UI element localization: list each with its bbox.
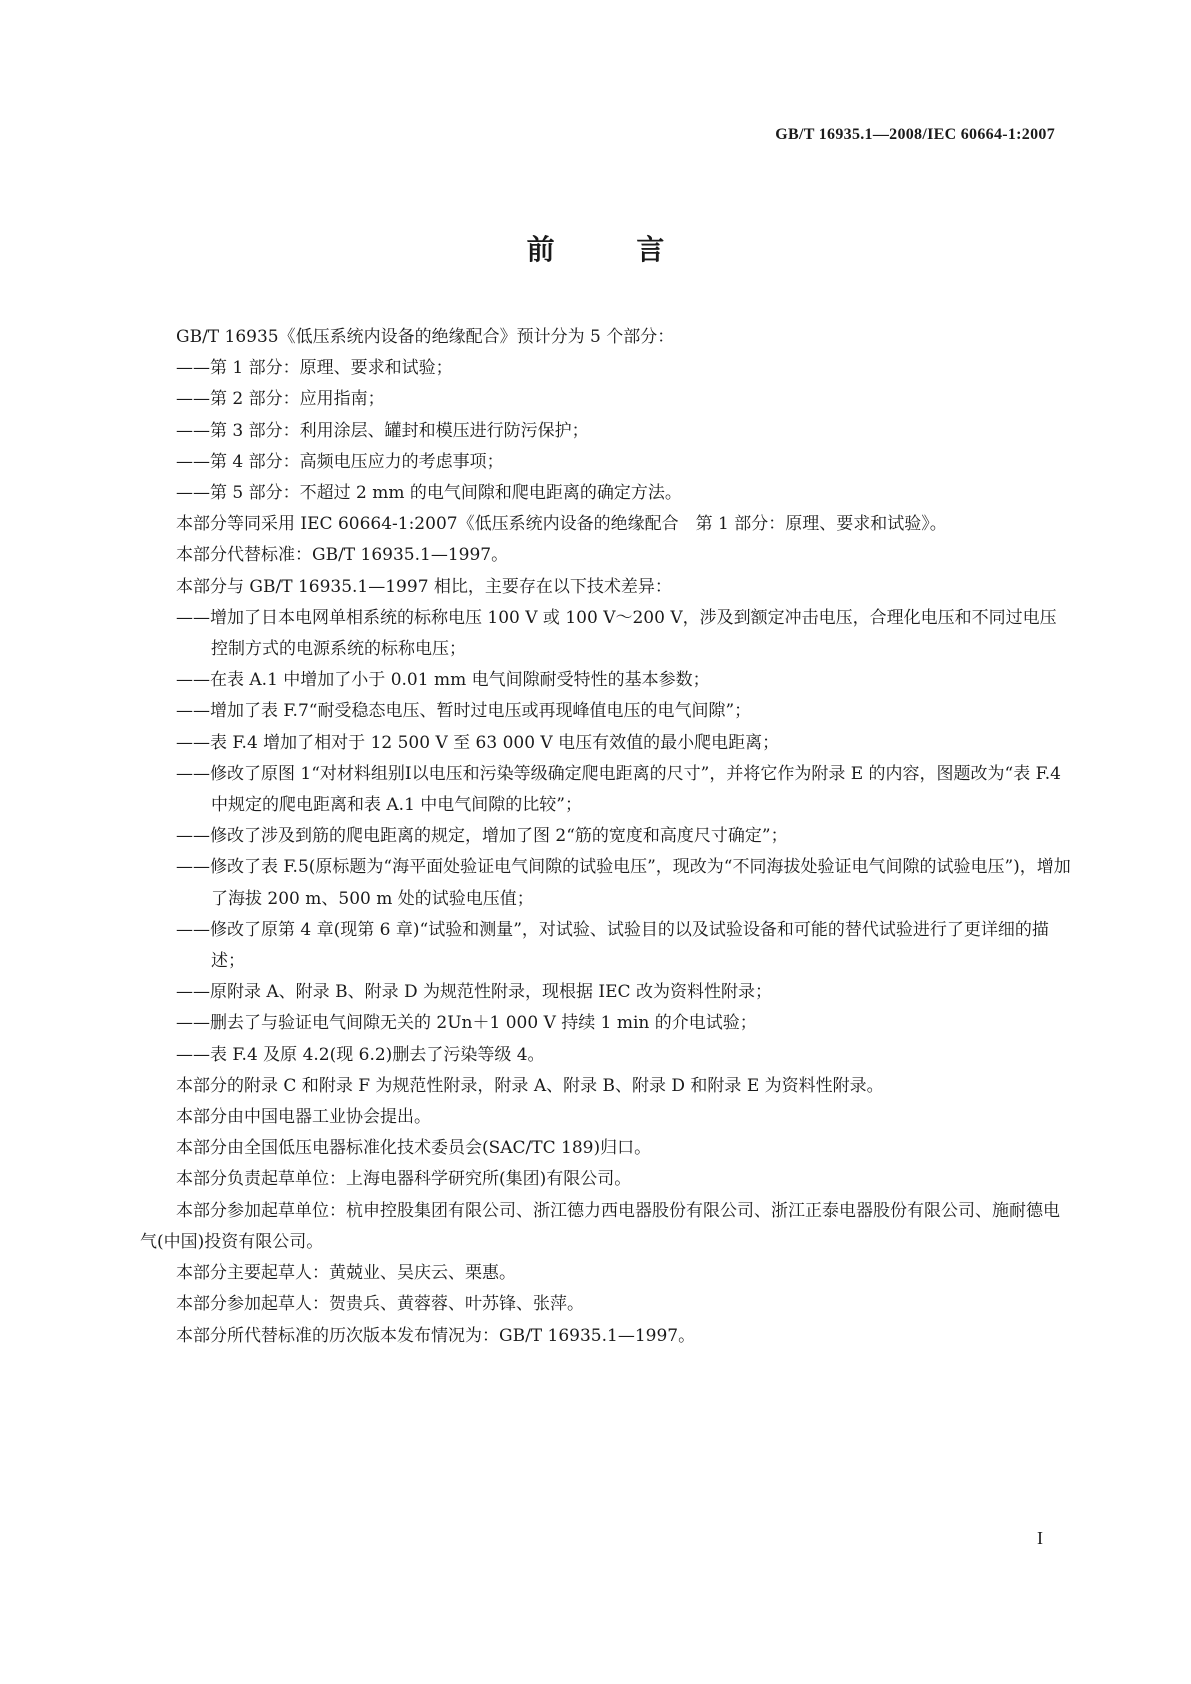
paragraph-main-drafters: 本部分主要起草人：黄兢业、吴庆云、栗惠。 bbox=[176, 1263, 516, 1284]
list-item-diff-5: ——修改了原图 1“对材料组别Ⅰ以电压和污染等级确定爬电距离的尺寸”，并将它作为附录 E 的内容，图题改为“表 F.4 中规定的爬电距离和表 A.1 中电气间隙的比较”； bbox=[176, 763, 1061, 816]
list-item-diff-11: ——表 F.4 及原 4.2(现 6.2)删去了污染等级 4。 bbox=[176, 1044, 545, 1065]
list-item-diff-4: ——表 F.4 增加了相对于 12 500 V 至 63 000 V 电压有效值的最小爬电距离； bbox=[176, 732, 780, 753]
paragraph-proposed-by: 本部分由中国电器工业协会提出。 bbox=[176, 1107, 431, 1128]
paragraph-replaces: 本部分代替标准：GB/T 16935.1—1997。 bbox=[176, 545, 509, 566]
list-item-diff-1: ——增加了日本电网单相系统的标称电压 100 V 或 100 V～200 V，涉及到额定冲击电压，合理化电压和不同过电压控制方式的电源系统的标称电压； bbox=[176, 607, 1057, 660]
list-item-part2: ——第 2 部分：应用指南； bbox=[176, 389, 385, 410]
paragraph-adoption: 本部分等同采用 IEC 60664-1:2007《低压系统内设备的绝缘配合 第 1 部分：原理、要求和试验》。 bbox=[176, 514, 947, 535]
list-item-diff-7: ——修改了表 F.5(原标题为“海平面处验证电气间隙的试验电压”，现改为“不同海拔处验证电气间隙的试验电压”)，增加了海拔 200 m、500 m 处的试验电压值； bbox=[176, 857, 1071, 909]
list-item-diff-10: ——删去了与验证电气间隙无关的 2Un＋1 000 V 持续 1 min 的介电试验； bbox=[176, 1013, 757, 1034]
list-item-diff-2: ——在表 A.1 中增加了小于 0.01 mm 电气间隙耐受特性的基本参数； bbox=[176, 670, 710, 691]
list-item-part5: ——第 5 部分：不超过 2 mm 的电气间隙和爬电距离的确定方法。 bbox=[176, 483, 682, 504]
paragraph-intro: GB/T 16935《低压系统内设备的绝缘配合》预计分为 5 个部分： bbox=[176, 327, 675, 347]
list-item-part1: ——第 1 部分：原理、要求和试验； bbox=[176, 358, 453, 379]
foreword-body bbox=[140, 322, 1072, 1352]
list-item-diff-6: ——修改了涉及到筋的爬电距离的规定，增加了图 2“筋的宽度和高度尺寸确定”； bbox=[176, 826, 788, 847]
paragraph-differences-intro: 本部分与 GB/T 16935.1—1997 相比，主要存在以下技术差异： bbox=[176, 576, 672, 597]
standard-code-header: GB/T 16935.1—2008/IEC 60664-1:2007 bbox=[775, 126, 1055, 143]
paragraph-participating-persons: 本部分参加起草人：贺贵兵、黄蓉蓉、叶苏锋、张萍。 bbox=[176, 1294, 584, 1315]
page-title: 前 言 bbox=[526, 233, 701, 266]
paragraph-centralized-by: 本部分由全国低压电器标准化技术委员会(SAC/TC 189)归口。 bbox=[176, 1138, 652, 1159]
list-item-diff-9: ——原附录 A、附录 B、附录 D 为规范性附录，现根据 IEC 改为资料性附录； bbox=[176, 982, 772, 1003]
paragraph-responsible-drafter: 本部分负责起草单位：上海电器科学研究所(集团)有限公司。 bbox=[176, 1169, 632, 1190]
paragraph-participating-drafters: 本部分参加起草单位：杭申控股集团有限公司、浙江德力西电器股份有限公司、浙江正泰电器股份有限公司、施耐德电气(中国)投资有限公司。 bbox=[140, 1200, 1060, 1252]
list-item-part4: ——第 4 部分：高频电压应力的考虑事项； bbox=[176, 451, 504, 472]
list-item-diff-3: ——增加了表 F.7“耐受稳态电压、暂时过电压或再现峰值电压的电气间隙”； bbox=[176, 701, 752, 722]
paragraph-annexes: 本部分的附录 C 和附录 F 为规范性附录，附录 A、附录 B、附录 D 和附录 E 为资料性附录。 bbox=[176, 1075, 884, 1096]
page-number: I bbox=[1037, 1528, 1043, 1548]
list-item-part3: ——第 3 部分：利用涂层、罐封和模压进行防污保护； bbox=[176, 420, 589, 441]
paragraph-history: 本部分所代替标准的历次版本发布情况为：GB/T 16935.1—1997。 bbox=[176, 1325, 696, 1346]
list-item-diff-8: ——修改了原第 4 章(现第 6 章)“试验和测量”，对试验、试验目的以及试验设备和可能的替代试验进行了更详细的描述； bbox=[176, 919, 1049, 972]
